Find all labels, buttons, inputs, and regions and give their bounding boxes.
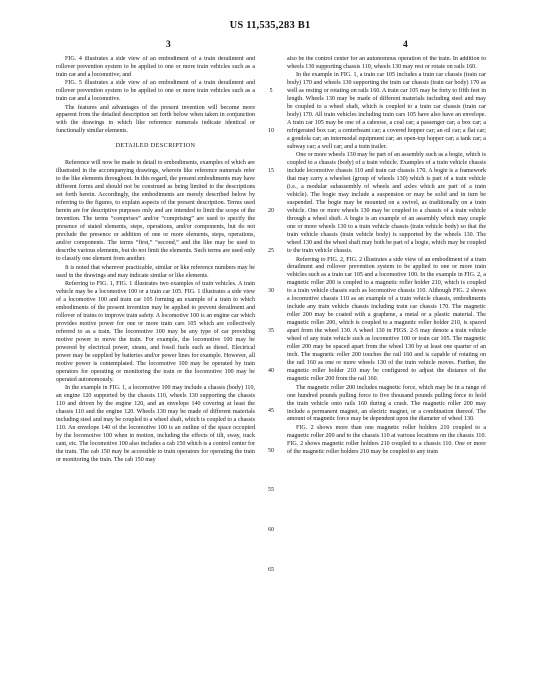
line-number: 10 <box>268 128 274 135</box>
patent-number-header: US 11,535,283 B1 <box>229 20 311 31</box>
train-car-paragraph: In the example in FIG. 1, a train car 105 includes a train car chassis (train car body) 170 and wheels 130 supporting the train car chassis (train car body) 170 as well as resting or rotating on rails 160. A train car 105 may be forty to fifth feet in length. Wheels 130 may be made of different materials including steel and may be coupled to a wheel shaft, which is coupled to a train car chassis (train car body) 170. All train vehicles including train cars 105 have also have an envelope. A train car 105 may be one of a caboose, a coal car; a passenger car; a box car; a refrigerated box car; a centerbeam car; a covered hopper car; an oil car; a flat car; a gondola car; an intermodal equipment car; an open-top hopper car; a tank car; a subway car; a well car; and a train trailer. <box>287 72 486 151</box>
locomotive-example-paragraph: In the example in FIG. 1, a locomotive 100 may include a chassis (body) 110, an engine 120 supported by the chassis 110, wheels 130 supporting the chassis 110 and driven by the engine 120, and an envelope 140 covering at least the chassis 110 and the engine 120. Wheels 130 may be made of different materials including steel and may be coupled to a wheel shaft, which is coupled to a chassis 110. An envelope 140 of the locomotive 100 is an outline of the space occupied by the locomotive 100 when in motion, including the effects of tilt, sway, track cant, etc. The locomotive 100 also includes a cab 150 which is a control center for the train. The cab 150 may be accessible to train operators for operating the train or monitoring the train. The cab 150 may <box>56 384 255 463</box>
features-paragraph: The features and advantages of the present invention will become more apparent from the detailed description set forth below when taken in conjunction with the drawings in which like reference numerals indicate identical or functionally similar elements. <box>56 104 255 135</box>
line-number: 50 <box>268 447 274 454</box>
line-number: 40 <box>268 367 274 374</box>
reference-paragraph: Reference will now be made in detail to embodiments, examples of which are illustrated in the accompanying drawings, wherein like reference numerals refer to the like elements throughout. In this regard, the present embodiments may have different forms and should not be construed as being limited to the descriptions set forth herein. Accordingly, the embodiments are merely described below by referring to the figures, to explain aspects of the present description. Terms used herein are for descriptive purposes only and are intended to limit the scope of the invention. The terms “comprises” and/or “comprising” are used to specify the presence of stated elements, steps, operations, and/or components, but do not preclude the presence or addition of one or more elements, steps, operations, and/or components. The terms “first,” “second,” and the like may be used to describe various elements, but do not limit the elements. Such terms are used only to classify one element from another. <box>56 160 255 263</box>
line-number: 55 <box>268 487 274 494</box>
line-number: 30 <box>268 287 274 294</box>
line-number: 65 <box>268 567 274 574</box>
fig4-description: FIG. 4 illustrates a side view of an embodiment of a train derailment and rollover prevention system to be applied to one or more train vehicles such as a train car and a locomotive; and <box>56 56 255 78</box>
noted-paragraph: It is noted that wherever practicable, similar or like reference numbers may be used in the drawings and may indicate similar or like elements. <box>56 264 255 279</box>
line-number: 35 <box>268 327 274 334</box>
fig1-paragraph: Referring to FIG. 1, FIG. 1 illustrates two examples of train vehicles. A train vehicle may be a locomotive 100 or a train car 105. FIG. 1 illustrates a side view of a locomotive 100 and train car 105 forming an example of a train to which embodiments of the present invention may be applied to prevent derailment and rollover of trains to improve train safety. A locomotive 100 is an engine car which provides motive power for one or more train cars 105 which are collectively referred to as a train. The locomotive 100 may be any type of car providing motive power to move the train. For example, the locomotive 100 may be powered by electrical power, steam, and fossil fuels such as diesel. Electrical power may be supplied by batteries and/or power lines for example. However, all motive power is contemplated. The locomotive 100 may be operated by train operators for operating or monitoring the train or the locomotive 100 may be operated autonomously. <box>56 280 255 383</box>
line-number: 25 <box>268 248 274 255</box>
right-text-column <box>287 56 486 684</box>
magnetic-force-paragraph: The magnetic roller 200 includes magnetic force, which may be in a range of one hundred pounds pulling force to five thousand pounds pulling force to hold the train vehicle onto rails 160 during a crash. The magnetic roller 200 may include a permanent magnet, an electric magnet, or a combination thereof. The amount of magnetic force may be dependent upon the diameter of wheel 130. <box>287 384 486 423</box>
line-number-gutter <box>265 56 279 684</box>
continued-paragraph: also be the control center for an autonomous operation of the train. In addition to wheels 130 supporting chassis 110, wheels 130 may rest or rotate on rails 160. <box>287 56 486 70</box>
page-number-right: 4 <box>403 40 408 50</box>
line-number: 60 <box>268 527 274 534</box>
left-text-column <box>56 56 255 684</box>
line-number: 20 <box>268 208 274 215</box>
section-heading-detailed-description: DETAILED DESCRIPTION <box>115 142 196 150</box>
line-number: 15 <box>268 168 274 175</box>
bogie-paragraph: One or more wheels 130 may be part of an assembly such as a bogie, which is coupled to a chassis (body) of a train vehicle. Examples of a train vehicle chassis include locomotive chassis 110 and train car chassis 170. A bogie is a framework that may carry a wheelset (group of wheels 130) which is part of a train vehicle (i.e., a modular subassembly of wheels and axles which are part of a train vehicle). The bogie may include a suspension or may be solid and in turn be suspended. The bogie may be mounted on a swivel, as traditionally on a train vehicle. One or more wheels 130 may be coupled to a chassis of a train vehicle through a wheel shaft. A bogie is an example of an assembly which may couple one or more wheels 130 to a train vehicle chassis (train vehicle body) so that the train vehicle chassis (train vehicle body) is supported by the wheels 130. The wheel 130 and the wheel shaft may both be part of a bogie, which may be coupled to the train vehicle chassis. <box>287 152 486 255</box>
fig2-holders-paragraph: FIG. 2 shows more than one magnetic roller holders 210 coupled to a magnetic roller 200 and to the chassis 110 at various locations on the chassis 110. FIG. 2 shows magnetic roller holders 210 coupled to a chassis 110. One or more of the magnetic roller holders 210 may be coupled to any train <box>287 424 486 455</box>
line-number: 5 <box>269 88 273 95</box>
page-number-left: 3 <box>166 40 171 50</box>
line-number: 45 <box>268 407 274 414</box>
fig2-paragraph: Referring to FIG. 2, FIG. 2 illustrates a side view of an embodiment of a train derailment and rollover prevention system to be applied to one or more train vehicles such as a train car 105 and a locomotive 100. In the example in FIG. 2, a magnetic roller 200 is coupled to a magnetic roller holder 210, which is coupled to a train vehicle chassis such as locomotive chassis 110. Although FIG. 2 shows a locomotive chassis 110 as an example of a train vehicle chassis, embodiments include any train vehicle chassis including train car chassis 170. The magnetic roller 200 may be coated with a graphene, a metal or a plastic material. The magnetic roller 200, which is coupled to a magnetic roller holder 210, is spaced apart from the wheel 130. A wheel 130 in FIGS. 2-5 may denote a train vehicle wheel of any train vehicle such as locomotive 100 or train car 105. The magnetic roller 200 may be spaced apart from the wheel 130 by at least one quarter of an inch. The magnetic roller 200 touches the rail 160 and is capable of rotating on the rail 160 as one or more wheels 130 of the train vehicle moves. Further, the magnetic roller holder 210 may be configured to adjust the distance of the magnetic roller 200 from the rail 160. <box>287 256 486 383</box>
fig5-description: FIG. 5 illustrates a side view of an embodiment of a train derailment and rollover prevention system to be applied to one or more train vehicles such as a train car and a locomotive. <box>56 80 255 103</box>
